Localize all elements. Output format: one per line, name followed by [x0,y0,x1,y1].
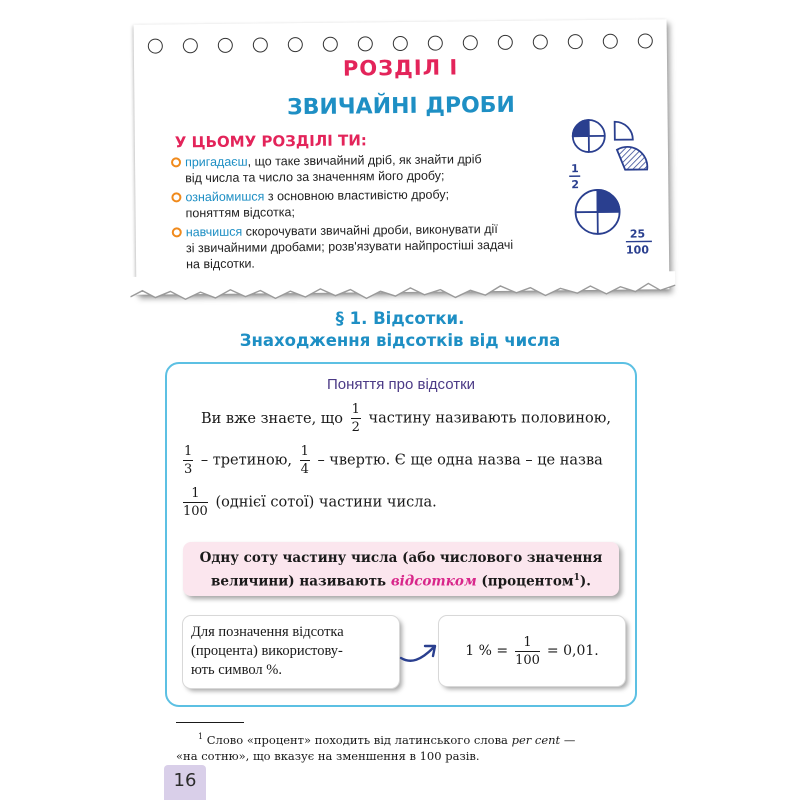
ring-hole-icon [183,38,198,53]
defined-term: відсотком [390,573,477,590]
text-span: ). [579,573,592,590]
goal-text: зі звичайними дробами; розв'язувати найпростіші задачі [185,237,514,256]
fraction-sketch-illustration [567,115,668,256]
text-span: Ви вже знаєте, що [201,410,343,427]
goal-text: , що таке звичайний дріб, як знайти дріб [247,152,482,169]
footnote-rule [176,722,244,723]
percent-formula [439,616,625,686]
ring-hole-icon [498,35,513,50]
sketch-pct-den: 100 [625,243,650,257]
ring-hole-icon [253,37,268,52]
fraction-denominator: 100 [183,504,208,519]
section-title-line1: § 1. Відсотки. [335,309,465,328]
paragraph-line-3 [183,486,623,519]
footnote-line-2: «на сотню», що вказує на зменшення в 100 разів. [176,748,480,763]
arrow-right-icon [399,634,441,666]
torn-edge [130,271,675,307]
definition-line-1: Одну соту частину числа (або числового значення [199,550,603,566]
paragraph-line-1 [183,402,623,435]
goal-verb: ознайомишся [185,189,265,205]
pie-slice-icon [615,122,633,140]
sketch-frac-den: 2 [571,178,580,192]
text-span: величини) називають [210,573,387,590]
note-line: ють символ %. [191,662,282,678]
definition-line-2 [183,568,619,592]
footnote-marker: 1 [198,732,204,741]
fraction-quarter [300,444,310,477]
goal-text: з основною властивістю дробу; [264,187,450,204]
page-number: 16 [164,765,206,800]
fraction-numerator: 1 [351,402,360,417]
fraction-denominator: 2 [351,420,360,435]
text-span: – чвертю. Є ще одна назва – це назва [317,452,603,469]
text-span: Слово «процент» походить від латинського слова [203,732,512,747]
goals-list [171,150,572,275]
goal-text: від числа та число за значенням його дробу; [185,168,445,186]
ring-hole-icon [323,37,338,52]
note-line: Для позначення відсотка [191,624,344,640]
fraction-numerator: 1 [184,444,193,459]
ring-hole-icon [428,36,443,51]
sketch-frac-num: 1 [571,162,579,176]
paragraph-line-2 [183,444,623,477]
ring-hole-icon [603,34,618,49]
goal-text: на відсотки. [186,256,255,272]
fraction-numerator: 1 [515,635,540,652]
chapter-label: РОЗДІЛ І [342,55,459,81]
bullet-icon [172,227,182,237]
chapter-title: ЗВИЧАЙНІ ДРОБИ [286,92,516,121]
ring-hole-icon [218,38,233,53]
goal-verb: пригадаєш [184,154,248,170]
goal-text: поняттям відсотка; [185,205,296,221]
ring-hole-icon [638,33,653,48]
section-heading [0,308,800,352]
fraction-hundredth [183,486,208,519]
fraction-denominator: 3 [184,462,193,477]
bullet-icon [171,192,181,202]
section-title-line2: Знаходження відсотків від числа [239,331,561,350]
goal-item [171,150,571,186]
fraction-denominator: 4 [300,462,309,477]
fraction-numerator: 1 [300,444,309,459]
goal-item [171,185,571,221]
fraction-denominator: 100 [515,652,540,668]
fraction-half [351,402,361,435]
fraction-hundredth [515,635,540,668]
fraction-third [183,444,193,477]
ring-hole-icon [288,37,303,52]
sketch-pct-num: 25 [629,227,646,241]
text-span: — [560,732,576,747]
text-span: (однієї сотої) частини числа. [215,494,437,511]
note-line: (процента) використову- [191,643,343,659]
text-span: – третиною, [200,452,292,469]
theory-box [165,362,637,707]
text-span: частину називають половиною, [368,410,611,427]
footnote-line-1 [176,729,646,748]
formula-left: 1 % = [465,643,509,659]
ring-hole-icon [568,34,583,49]
ring-hole-icon [533,34,548,49]
definition-box [183,542,619,596]
shaded-quarter-icon [573,120,589,136]
percent-symbol-note [183,616,399,688]
goal-text: скорочувати звичайні дроби, виконувати дії [242,221,498,239]
ring-hole-icon [358,36,373,51]
text-span: (процентом [481,573,574,590]
footnote-ref: 1 [573,573,580,583]
intro-heading: У ЦЬОМУ РОЗДІЛІ ТИ: [174,131,367,152]
ring-hole-icon [148,38,163,53]
theory-title: Поняття про відсотки [326,376,476,393]
fraction-numerator: 1 [183,486,208,503]
goal-item [172,220,572,272]
goal-verb: навчишся [185,224,243,240]
formula-right: = 0,01. [546,643,599,659]
footnote [176,729,646,764]
ring-hole-icon [393,36,408,51]
bullet-icon [171,157,181,167]
chapter-card [134,19,670,295]
latin-phrase: per cent [511,732,561,747]
hatched-slice-icon [617,147,647,170]
ring-hole-icon [463,35,478,50]
